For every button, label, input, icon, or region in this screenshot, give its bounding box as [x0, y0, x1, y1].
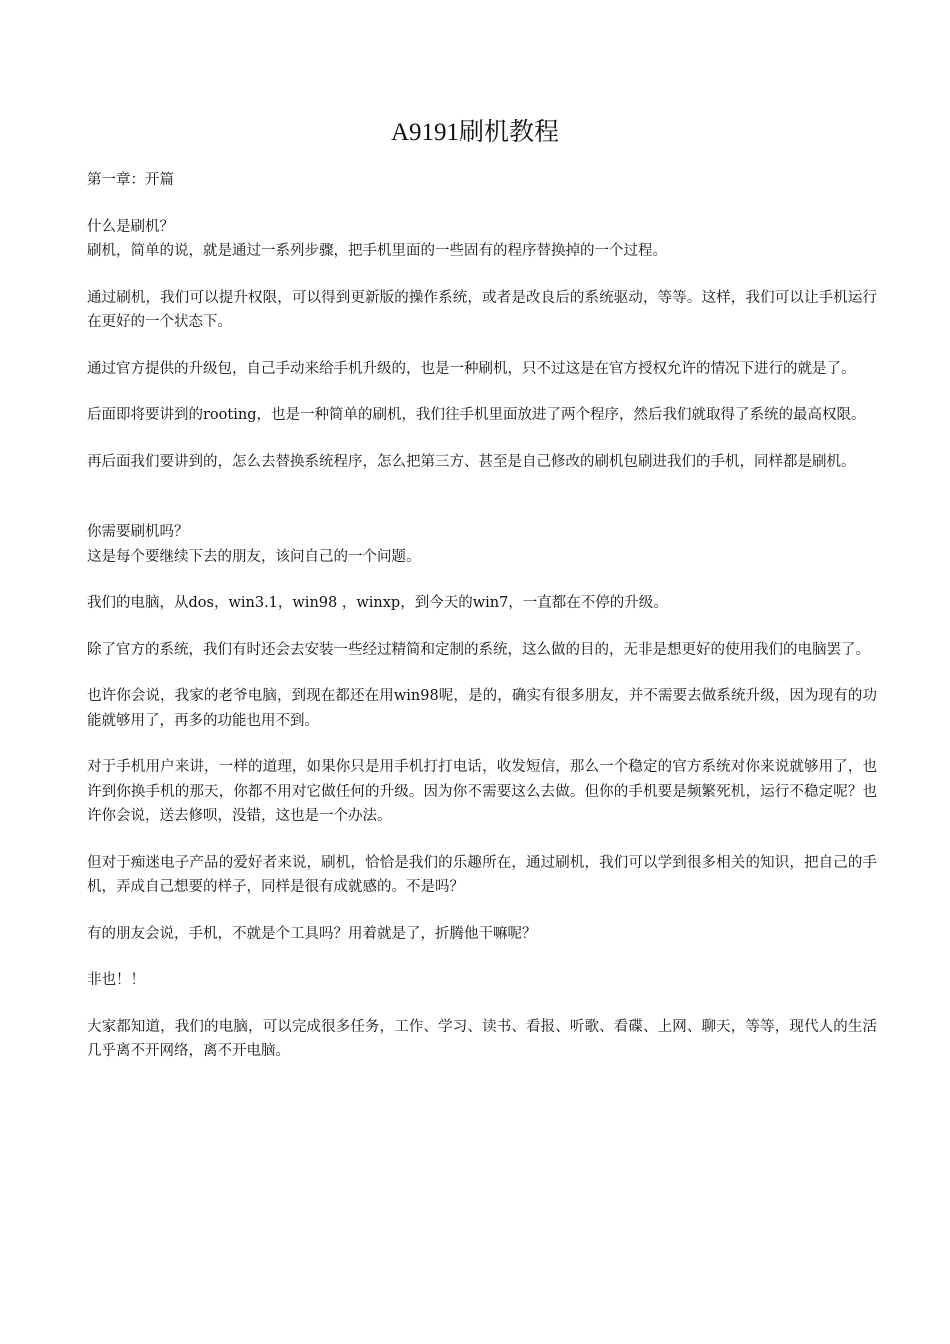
paragraph-spacer: [87, 900, 877, 922]
paragraph: 通过官方提供的升级包，自己手动来给手机升级的，也是一种刷机，只不过这是在官方授权允许的情况下进行的就是了。: [87, 360, 856, 377]
document-body: [87, 168, 877, 1064]
chapter-heading: 第一章：开篇: [87, 172, 174, 188]
paragraph: 非也！！: [87, 972, 145, 988]
paragraph: 也许你会说，我家的老爷电脑，到现在都还在用win98呢，是的，确实有很多朋友，并不需要去做系统升级，因为现有的功能就够用了，再多的功能也用不到。: [87, 688, 877, 729]
section-question: 什么是刷机？: [87, 218, 174, 235]
paragraph: 后面即将要讲到的rooting，也是一种简单的刷机，我们往手机里面放进了两个程序，然后我们就取得了系统的最高权限。: [87, 407, 866, 423]
paragraph: 刷机，简单的说，就是通过一系列步骤，把手机里面的一些固有的程序替换掉的一个过程。: [87, 243, 667, 259]
paragraph-spacer: [87, 946, 877, 968]
paragraph-spacer: [87, 733, 877, 755]
paragraph: 大家都知道，我们的电脑，可以完成很多任务，工作、学习、读书、看报、听歌、看碟、上网、聊天，等等，现代人的生活几乎离不开网络，离不开电脑。: [87, 1018, 877, 1059]
paragraph: 再后面我们要讲到的，怎么去替换系统程序，怎么把第三方、甚至是自己修改的刷机包刷进我们的手机，同样都是刷机。: [87, 453, 856, 470]
document-title: A9191刷机教程: [390, 119, 560, 146]
paragraph-spacer: [87, 993, 877, 1015]
paragraph-spacer: [87, 335, 877, 357]
paragraph: 有的朋友会说，手机，不就是个工具吗？用着就是了，折腾他干嘛呢？: [87, 925, 537, 942]
paragraph: 通过刷机，我们可以提升权限，可以得到更新版的操作系统，或者是改良后的系统驱动，等等。这样，我们可以让手机运行在更好的一个状态下。: [87, 289, 877, 330]
paragraph: 对于手机用户来讲，一样的道理，如果你只是用手机打打电话，收发短信，那么一个稳定的官方系统对你来说就够用了，也许到你换手机的那天，你都不用对它做任何的升级。因为你不需要这么去做。但你的手机要是频繁死机，运行不稳定呢？也许你会说，送去修呗，没错，这也是一个办法。: [87, 759, 877, 824]
paragraph-spacer: [87, 381, 877, 403]
paragraph-spacer: [87, 569, 877, 591]
paragraph: 但对于痴迷电子产品的爱好者来说，刷机，恰恰是我们的乐趣所在，通过刷机，我们可以学到很多相关的知识，把自己的手机，弄成自己想要的样子，同样是很有成就感的。不是吗？: [87, 854, 877, 895]
paragraph: 这是每个要继续下去的朋友，该问自己的一个问题。: [87, 548, 421, 565]
paragraph-spacer: [87, 662, 877, 684]
section-spacer: [87, 474, 877, 520]
paragraph-spacer: [87, 193, 877, 215]
paragraph-spacer: [87, 264, 877, 286]
paragraph: 除了官方的系统，我们有时还会去安装一些经过精简和定制的系统，这么做的目的，无非是想更好的使用我们的电脑罢了。: [87, 641, 870, 658]
paragraph-spacer: [87, 428, 877, 450]
paragraph: 我们的电脑，从dos，win3.1，win98 ，winxp，到今天的win7，一直都在不停的升级。: [87, 595, 668, 611]
section-question: 你需要刷机吗？: [87, 524, 189, 540]
paragraph-spacer: [87, 829, 877, 851]
paragraph-spacer: [87, 616, 877, 638]
